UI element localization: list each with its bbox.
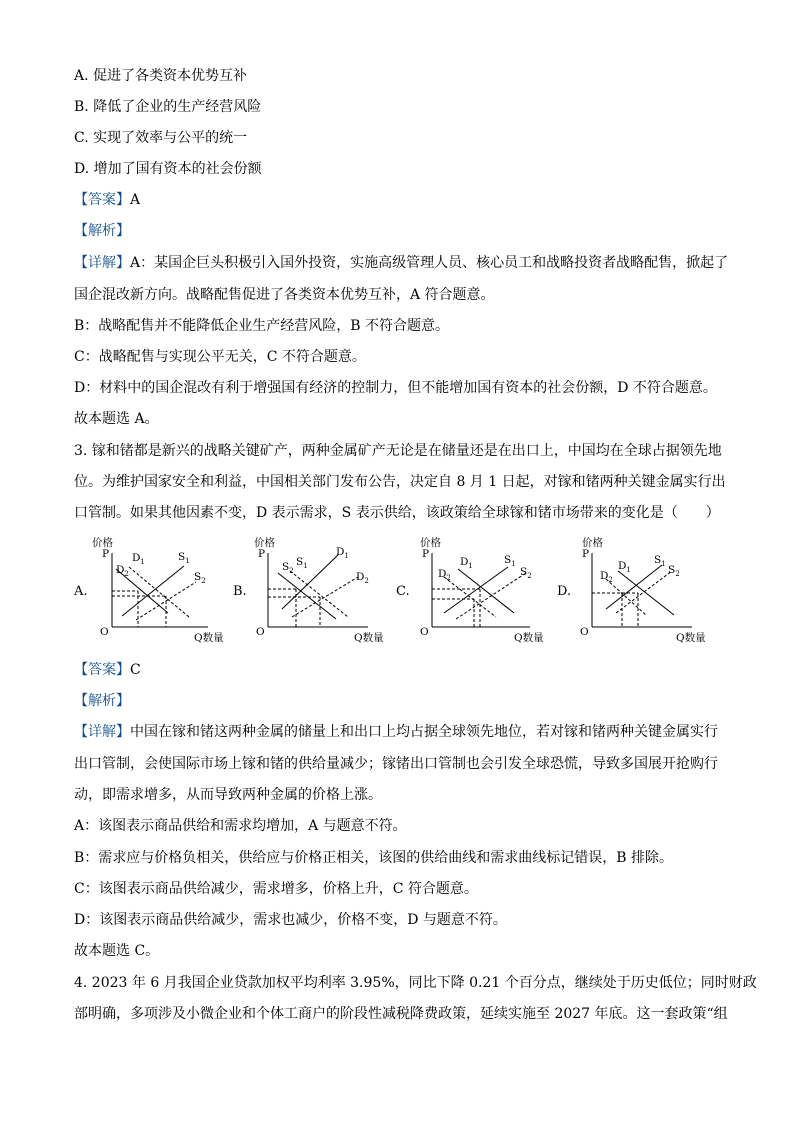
svg-text:D2: $D_2$ <box>116 564 129 578</box>
graph-option-letter-b: B. <box>233 584 247 599</box>
supply-demand-graph-b <box>254 533 394 645</box>
question-stem: 3. 镓和锗都是新兴的战略关键矿产，两种金属矿产无论是在储量还是在出口上，中国均在全球占据领先地 <box>74 443 722 459</box>
detail-line: B：战略配售并不能降低企业生产经营风险，B 不符合题意。 <box>74 318 450 334</box>
svg-text:D1: $D_1$ <box>132 552 145 566</box>
svg-text:S2: $S_2$ <box>194 571 206 585</box>
detail-text: A：某国企巨头积极引入国外投资，实施高级管理人员、核心员工和战略投资者战略配售，掀起了 <box>130 255 729 271</box>
detail-tag: 【详解】 <box>74 724 130 740</box>
option-d: D. 增加了国有资本的社会份额 <box>74 161 262 177</box>
detail-line: D：材料中的国企混改有利于增强国有经济的控制力，但不能增加国有资本的社会份额，D 不符合题意。 <box>74 380 717 396</box>
question-stem: 部明确，多项涉及小微企业和个体工商户的阶段性减税降费政策，延续实施至 2027 年底。这一套政策“组 <box>74 1006 728 1022</box>
svg-text:P: P <box>422 548 430 560</box>
detail-line: A：该图表示商品供给和需求均增加，A 与题意不符。 <box>74 818 407 834</box>
detail-line <box>74 253 728 273</box>
svg-text:Q数量: Q数量 <box>194 632 224 644</box>
svg-text:D1: $D_1$ <box>336 546 349 560</box>
svg-text:S2: $S_2$ <box>520 566 532 580</box>
svg-text:价格: 价格 <box>254 537 275 549</box>
svg-text:S2: $S_2$ <box>282 561 294 575</box>
analysis-tag: 【解析】 <box>74 223 130 239</box>
svg-text:S1: $S_1$ <box>654 554 666 568</box>
conclusion-line: 故本题选 C。 <box>74 943 160 959</box>
svg-text:O: O <box>580 626 589 638</box>
svg-text:价格: 价格 <box>92 537 113 549</box>
svg-text:O: O <box>100 626 109 638</box>
graph-option-letter-c: C. <box>396 584 410 599</box>
svg-text:D1: $D_1$ <box>618 560 631 574</box>
svg-text:O: O <box>256 626 265 638</box>
svg-text:价格: 价格 <box>582 537 603 549</box>
svg-text:价格: 价格 <box>420 537 441 549</box>
detail-line: C：该图表示商品供给减少，需求增多，价格上升，C 符合题意。 <box>74 881 478 897</box>
svg-text:D2: $D_2$ <box>600 570 613 584</box>
question-stem: 4. 2023 年 6 月我国企业贷款加权平均利率 3.95%，同比下降 0.21 个百分点，继续处于历史低位；同时财政 <box>74 975 757 991</box>
svg-text:P: P <box>258 548 266 560</box>
detail-line <box>74 722 718 742</box>
option-c: C. 实现了效率与公平的统一 <box>74 130 248 146</box>
option-a: A. 促进了各类资本优势互补 <box>74 68 248 84</box>
svg-text:S1: $S_1$ <box>178 551 190 565</box>
detail-tag: 【详解】 <box>74 255 130 271</box>
analysis-tag: 【解析】 <box>74 693 130 709</box>
answer-value: C <box>130 662 141 678</box>
conclusion-line: 故本题选 A。 <box>74 411 159 427</box>
detail-line: D：该图表示商品供给减少，需求也减少，价格不变，D 与题意不符。 <box>74 912 507 928</box>
answer-line <box>74 660 141 680</box>
detail-line: 国企混改新方向。战略配售促进了各类资本优势互补，A 符合题意。 <box>74 287 495 303</box>
answer-tag: 【答案】 <box>74 192 130 208</box>
supply-demand-graph-a <box>92 533 236 645</box>
answer-value: A <box>130 192 141 208</box>
svg-text:D2: $D_2$ <box>356 571 369 585</box>
svg-text:D2: $D_2$ <box>438 568 451 582</box>
svg-text:Q数量: Q数量 <box>514 632 544 644</box>
option-b: B. 降低了企业的生产经营风险 <box>74 99 262 115</box>
graph-option-letter-a: A. <box>74 584 88 599</box>
detail-line: 出口管制，会使国际市场上镓和锗的供给量减少；镓锗出口管制也会引发全球恐慌，导致多国展开抢购行 <box>74 756 718 772</box>
svg-text:Q数量: Q数量 <box>676 632 706 644</box>
svg-text:S2: $S_2$ <box>668 564 680 578</box>
supply-demand-graph-d <box>580 533 720 645</box>
svg-text:Q数量: Q数量 <box>354 632 384 644</box>
detail-line: C：战略配售与实现公平无关，C 不符合题意。 <box>74 349 366 365</box>
detail-line: 动，即需求增多，从而导致两种金属的价格上涨。 <box>74 787 382 803</box>
answer-tag: 【答案】 <box>74 662 130 678</box>
supply-demand-graph-c <box>418 533 558 645</box>
detail-text: 中国在镓和锗这两种金属的储量上和出口上均占据全球领先地位，若对镓和锗两种关键金属实行 <box>130 724 718 740</box>
question-stem: 位。为维护国家安全和利益，中国相关部门发布公告，决定自 8 月 1 日起，对镓和锗两种关键金属实行出 <box>74 474 726 490</box>
svg-text:D1: $D_1$ <box>460 556 473 570</box>
svg-text:S1: $S_1$ <box>296 556 308 570</box>
question-stem: 口管制。如果其他因素不变，D 表示需求，S 表示供给，该政策给全球镓和锗市场带来的变化是（ ） <box>74 505 720 521</box>
graph-option-letter-d: D. <box>557 584 572 599</box>
svg-text:S1: $S_1$ <box>504 554 516 568</box>
svg-text:P: P <box>582 548 590 560</box>
answer-line <box>74 190 140 210</box>
svg-text:P: P <box>102 548 110 560</box>
detail-line: B：需求应与价格负相关，供给应与价格正相关，该图的供给曲线和需求曲线标记错误，B 排除。 <box>74 850 674 866</box>
svg-text:O: O <box>420 626 429 638</box>
